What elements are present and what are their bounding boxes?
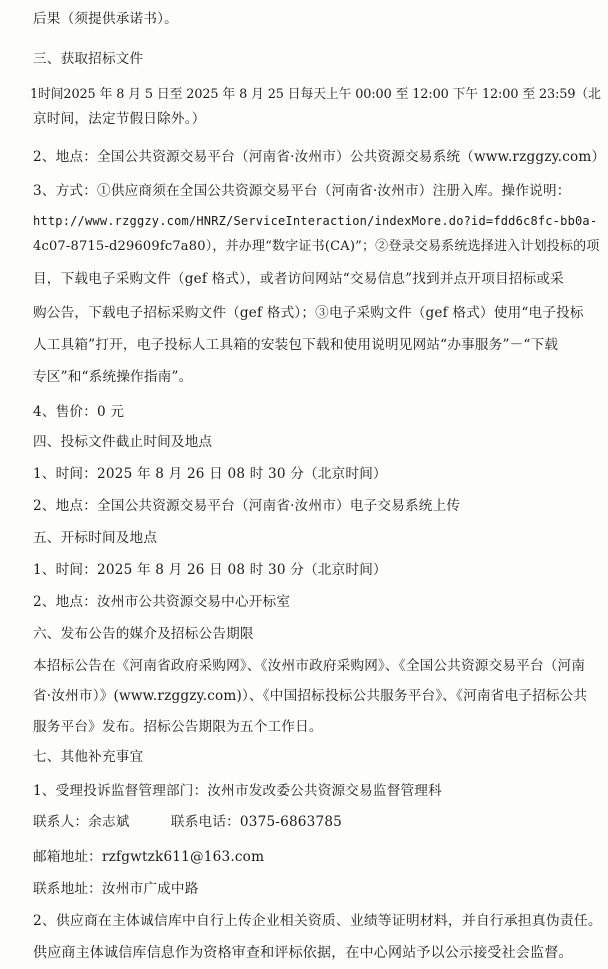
address-line: 联系地址：汝州市广成中路 (33, 881, 199, 897)
section-heading-deadline: 四、投标文件截止时间及地点 (33, 434, 213, 450)
text-line: 本招标公告在《河南省政府采购网》、《汝州市政府采购网》、《全国公共资源交易平台（河南 (33, 658, 586, 674)
text-line: 1、时间：2025 年 8 月 26 日 08 时 30 分（北京时间） (33, 466, 387, 482)
url-line: http://www.rzggzy.com/HNRZ/ServiceInteraction/indexMore.do?id=fdd6c8fc-bb0a- (33, 214, 598, 228)
text-line: 京时间，法定节假日除外。） (33, 111, 206, 127)
text-line: 1时间2025 年 8 月 5 日至 2025 年 8 月 25 日每天上午 00:00 至 12:00 下午 12:00 至 23:59（北 (30, 87, 601, 102)
text-line: 省·汝州市）》(www.rzggzy.com)）、《中国招标投标公共服务平台》、《河南省电子招标公共 (33, 688, 588, 704)
text-line: 服务平台》发布。招标公告期限为五个工作日。 (33, 719, 323, 735)
text-line: 2、地点：全国公共资源交易平台（河南省·汝州市）电子交易系统上传 (33, 498, 461, 514)
section-heading-obtain-documents: 三、获取招标文件 (33, 51, 144, 67)
text-line: 目，下载电子采购文件（gef 格式），或者访问网站“交易信息”找到并点开项目招标或采 (33, 271, 564, 287)
contact-person-line: 联系人：余志斌 联系电话：0375-6863785 (33, 814, 343, 830)
text-line: 后果（须提供承诺书）。 (33, 11, 178, 27)
text-line: 4、售价：0 元 (33, 404, 125, 420)
email-line: 邮箱地址：rzfgwtzk611@163.com (33, 849, 265, 865)
section-heading-other-matters: 七、其他补充事宜 (33, 749, 144, 765)
text-line: 供应商主体诚信库信息作为资格审查和评标依据，在中心网站予以公示接受社会监督。 (33, 945, 573, 961)
text-line: 专区”和“系统操作指南”。 (33, 369, 193, 385)
text-line: 2、供应商在主体诚信库中自行上传企业相关资质、业绩等证明材料，并自行承担真伪责任。 (33, 913, 602, 929)
text-line: 1、时间：2025 年 8 月 26 日 08 时 30 分（北京时间） (33, 562, 387, 578)
section-heading-bid-opening: 五、开标时间及地点 (33, 530, 158, 546)
text-line: 购公告，下载电子招标采购文件（gef 格式）；③电子采购文件（gef 格式）使用“电子投标 (33, 305, 584, 321)
text-line: 3、方式：①供应商须在全国公共资源交易平台（河南省·汝州市）注册入库。操作说明： (33, 183, 571, 199)
text-line: 1、受理投诉监督管理部门：汝州市发改委公共资源交易监督管理科 (33, 783, 442, 799)
text-line: 2、地点：全国公共资源交易平台（河南省·汝州市）公共资源交易系统（www.rzggzy.com） (33, 149, 606, 165)
text-line: 4c07-8715-d29609fc7a80），并办理“数字证书(CA)”；②登录交易系统选择进入计划投标的项 (33, 239, 600, 254)
section-heading-announcement-media: 六、发布公告的媒介及招标公告期限 (33, 626, 254, 642)
text-line: 人工具箱”打开，电子投标人工具箱的安装包下载和使用说明见网站“办事服务”－“下载 (33, 337, 559, 353)
text-line: 2、地点：汝州市公共资源交易中心开标室 (33, 594, 291, 610)
